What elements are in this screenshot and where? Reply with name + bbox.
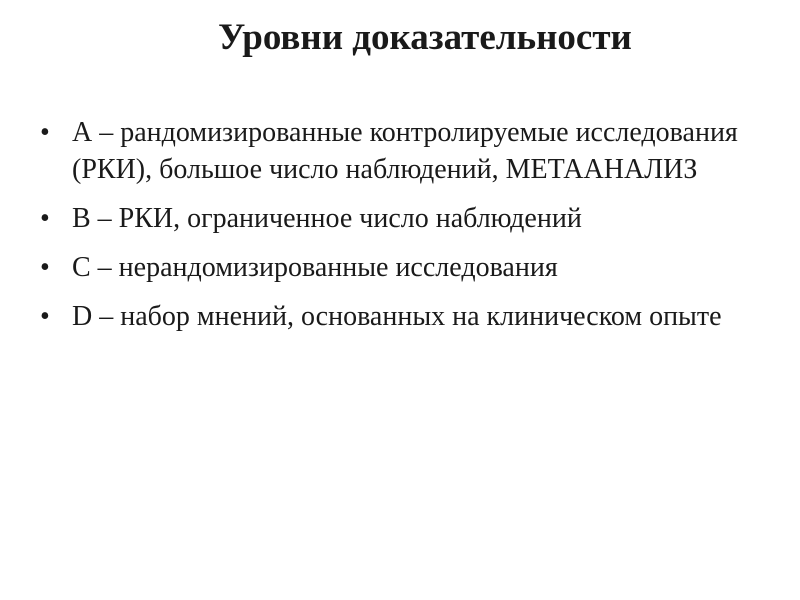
list-item-text: С – нерандомизированные исследования: [72, 252, 558, 283]
list-item-text: А – рандомизированные контролируемые исследования (РКИ), большое число наблюдений, МЕТААНАЛИЗ: [72, 117, 738, 185]
list-item-level-c: [36, 249, 756, 286]
list-item-level-b: [36, 200, 756, 237]
bullet-icon: •: [40, 117, 50, 148]
bullet-icon: •: [40, 301, 50, 332]
slide-title: Уровни доказательности: [218, 17, 632, 58]
list-item-text: В – РКИ, ограниченное число наблюдений: [72, 203, 582, 234]
bullet-icon: •: [40, 203, 50, 234]
list-item-text: D – набор мнений, основанных на клиническом опыте: [72, 301, 722, 332]
list-item-level-a: [36, 114, 756, 188]
bullet-icon: •: [40, 252, 50, 283]
list-item-level-d: [36, 298, 756, 335]
evidence-levels-list: [36, 114, 756, 347]
